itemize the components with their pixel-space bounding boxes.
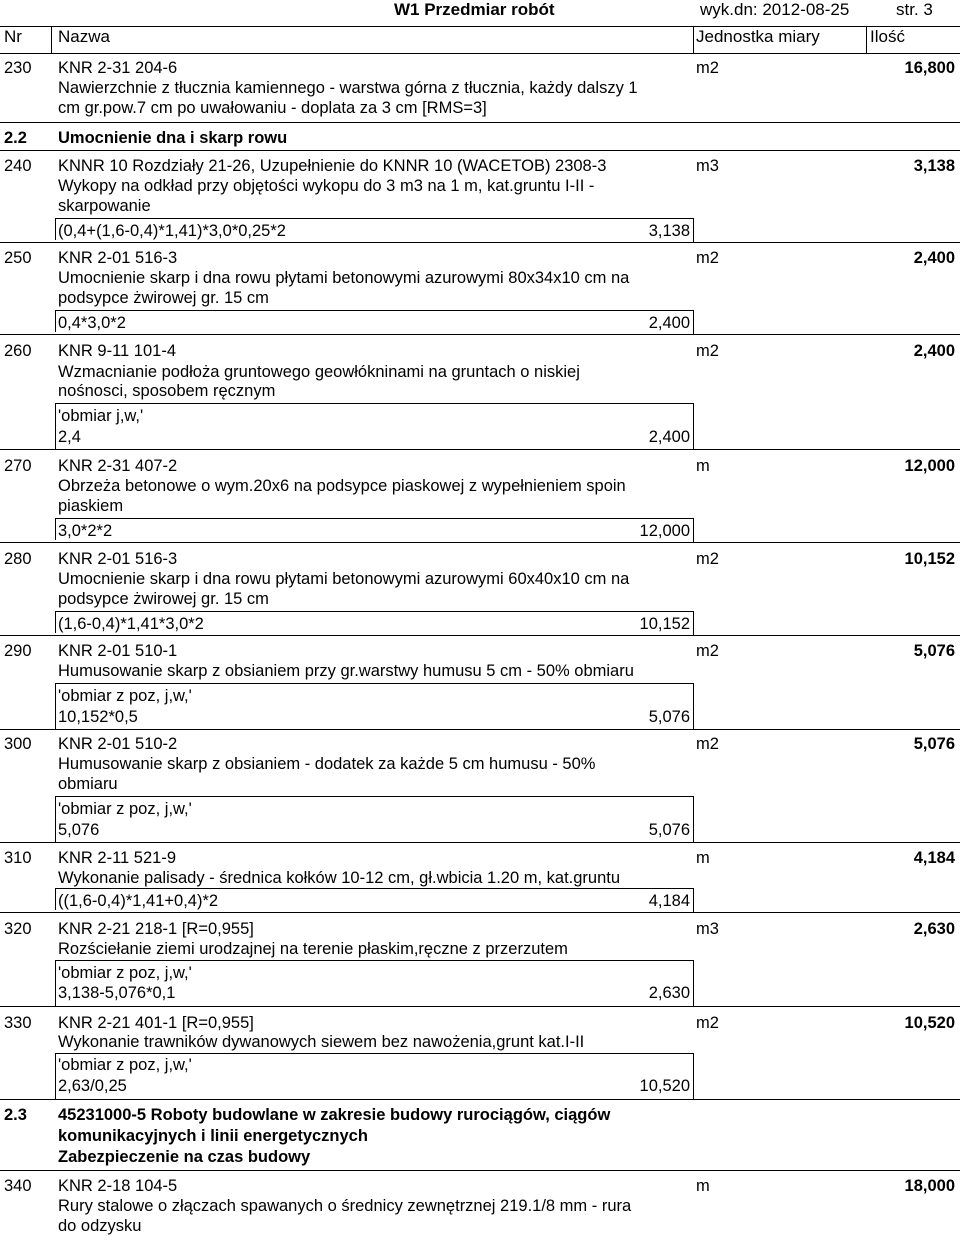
row-number: 260 — [4, 342, 32, 360]
row-divider — [0, 842, 960, 843]
row-number: 240 — [4, 157, 32, 175]
calc-border — [693, 1053, 694, 1099]
calc-border — [693, 403, 694, 449]
row-number: 290 — [4, 642, 32, 660]
row-quantity: 4,184 — [913, 849, 955, 867]
row-divider — [0, 449, 960, 450]
row-divider — [0, 635, 960, 636]
col-divider — [693, 27, 694, 53]
row-code: KNR 9-11 101-4 — [58, 342, 177, 360]
section-number: 2.3 — [4, 1106, 27, 1124]
row-number: 330 — [4, 1014, 32, 1032]
row-quantity: 5,076 — [913, 735, 955, 753]
row-description: podsypce żwirowej gr. 15 cm — [58, 590, 269, 608]
row-number: 310 — [4, 849, 32, 867]
row-description: nośnosci, sposobem ręcznym — [58, 382, 276, 400]
row-note: 'obmiar z poz, j,w,' — [58, 1056, 192, 1074]
row-unit: m2 — [696, 642, 719, 660]
row-divider — [0, 729, 960, 730]
section-title: 45231000-5 Roboty budowlane w zakresie budowy rurociągów, ciągów — [58, 1106, 611, 1124]
calc-border — [693, 960, 694, 1006]
row-description: skarpowanie — [58, 197, 151, 215]
row-code: KNR 2-11 521-9 — [58, 849, 177, 867]
row-description: Nawierzchnie z tłucznia kamiennego - warstwa górna z tłucznia, każdy dalszy 1 — [58, 79, 638, 97]
row-code: KNR 2-21 218-1 [R=0,955] — [58, 920, 254, 938]
row-divider — [0, 912, 960, 913]
row-code: KNR 2-01 510-2 — [58, 735, 178, 753]
column-header-nr: Nr — [4, 27, 22, 46]
section-title: Umocnienie dna i skarp rowu — [58, 129, 288, 147]
row-calculation-value: 10,520 — [639, 1077, 690, 1095]
row-unit: m2 — [696, 735, 719, 753]
row-calculation-value: 2,630 — [648, 984, 690, 1002]
row-quantity: 10,152 — [904, 550, 955, 568]
row-calculation-value: 4,184 — [648, 892, 690, 910]
row-calculation: ((1,6-0,4)*1,41+0,4)*2 — [58, 892, 219, 910]
row-calculation-value: 5,076 — [648, 708, 690, 726]
page-number: str. 3 — [896, 0, 933, 19]
row-code: KNNR 10 Rozdziały 21-26, Uzupełnienie do KNNR 10 (WACETOB) 2308-3 — [58, 157, 607, 175]
row-unit: m3 — [696, 920, 719, 938]
row-description: piaskiem — [58, 497, 124, 515]
row-quantity: 2,630 — [913, 920, 955, 938]
column-header-qty: Ilość — [870, 27, 905, 46]
row-description: do odzysku — [58, 1217, 142, 1235]
row-divider — [0, 542, 960, 543]
col-divider — [51, 27, 52, 53]
row-code: KNR 2-01 516-3 — [58, 550, 178, 568]
row-unit: m2 — [696, 59, 719, 77]
row-calculation: 2,4 — [58, 428, 81, 446]
row-calculation-value: 12,000 — [639, 522, 690, 540]
row-calculation: (0,4+(1,6-0,4)*1,41)*3,0*0,25*2 — [58, 222, 286, 240]
row-description: Rozściełanie ziemi urodzajnej na terenie płaskim,ręczne z przerzutem — [58, 940, 568, 958]
row-description: Umocnienie skarp i dna rowu płytami betonowymi azurowymi 80x34x10 cm na — [58, 269, 630, 287]
row-description: Humusowanie skarp z obsianiem przy gr.warstwy humusu 5 cm - 50% obmiaru — [58, 662, 634, 680]
row-divider — [0, 150, 960, 151]
row-number: 270 — [4, 457, 32, 475]
document-date: wyk.dn: 2012-08-25 — [700, 0, 850, 19]
row-number: 300 — [4, 735, 32, 753]
row-divider — [0, 1006, 960, 1007]
row-divider — [0, 1170, 960, 1171]
row-unit: m2 — [696, 342, 719, 360]
section-title: komunikacyjnych i linii energetycznych — [58, 1127, 368, 1145]
row-number: 280 — [4, 550, 32, 568]
row-unit: m3 — [696, 157, 719, 175]
row-description: Wykonanie trawników dywanowych siewem bez nawożenia,grunt kat.I-II — [58, 1033, 585, 1051]
row-divider — [0, 122, 960, 123]
row-calculation: 5,076 — [58, 821, 100, 839]
row-description: obmiaru — [58, 775, 118, 793]
row-quantity: 12,000 — [904, 457, 955, 475]
document-title: W1 Przedmiar robót — [394, 0, 555, 19]
row-unit: m — [696, 849, 710, 867]
row-description: Humusowanie skarp z obsianiem - dodatek za każde 5 cm humusu - 50% — [58, 755, 596, 773]
row-code: KNR 2-21 401-1 [R=0,955] — [58, 1014, 254, 1032]
calc-border — [693, 888, 694, 912]
row-quantity: 3,138 — [913, 157, 955, 175]
row-code: KNR 2-18 104-5 — [58, 1177, 178, 1195]
section-number: 2.2 — [4, 129, 27, 147]
row-calculation-value: 10,152 — [639, 615, 690, 633]
row-calculation: 2,63/0,25 — [58, 1077, 127, 1095]
row-note: 'obmiar j,w,' — [58, 407, 144, 425]
row-note: 'obmiar z poz, j,w,' — [58, 800, 192, 818]
row-calculation: 3,0*2*2 — [58, 522, 113, 540]
row-quantity: 2,400 — [913, 342, 955, 360]
page-header — [0, 0, 960, 26]
row-unit: m — [696, 457, 710, 475]
row-divider — [0, 334, 960, 335]
row-calculation: 0,4*3,0*2 — [58, 314, 126, 332]
calc-border — [693, 611, 694, 635]
row-divider — [0, 242, 960, 243]
row-calculation: (1,6-0,4)*1,41*3,0*2 — [58, 615, 204, 633]
row-code: KNR 2-01 516-3 — [58, 249, 178, 267]
row-description: cm gr.pow.7 cm po uwałowaniu - doplata za 3 cm [RMS=3] — [58, 99, 487, 117]
row-code: KNR 2-31 204-6 — [58, 59, 178, 77]
row-description: Obrzeża betonowe o wym.20x6 na podsypce piaskowej z wypełnieniem spoin — [58, 477, 626, 495]
calc-border — [693, 796, 694, 842]
section-subtitle: Zabezpieczenie na czas budowy — [58, 1148, 311, 1166]
row-quantity: 2,400 — [913, 249, 955, 267]
row-description: Rury stalowe o złączach spawanych o średnicy zewnętrznej 219.1/8 mm - rura — [58, 1197, 632, 1215]
column-header-name: Nazwa — [58, 27, 110, 46]
column-header-unit: Jednostka miary — [696, 27, 820, 46]
row-quantity: 18,000 — [904, 1177, 955, 1195]
row-unit: m — [696, 1177, 710, 1195]
row-calculation-value: 2,400 — [648, 428, 690, 446]
calc-border — [693, 683, 694, 729]
row-quantity: 16,800 — [904, 59, 955, 77]
row-number: 230 — [4, 59, 32, 77]
row-code: KNR 2-31 407-2 — [58, 457, 178, 475]
row-quantity: 5,076 — [913, 642, 955, 660]
row-calculation-value: 2,400 — [648, 314, 690, 332]
row-calculation: 10,152*0,5 — [58, 708, 138, 726]
row-number: 320 — [4, 920, 32, 938]
row-calculation-value: 5,076 — [648, 821, 690, 839]
col-divider — [866, 27, 867, 53]
calc-border — [693, 518, 694, 542]
row-number: 340 — [4, 1177, 32, 1195]
row-unit: m2 — [696, 249, 719, 267]
row-description: podsypce żwirowej gr. 15 cm — [58, 289, 269, 307]
row-description: Wykopy na odkład przy objętości wykopu do 3 m3 na 1 m, kat.gruntu I-II - — [58, 177, 595, 195]
row-note: 'obmiar z poz, j,w,' — [58, 964, 192, 982]
row-calculation-value: 3,138 — [648, 222, 690, 240]
row-code: KNR 2-01 510-1 — [58, 642, 178, 660]
row-unit: m2 — [696, 550, 719, 568]
column-header-row — [0, 27, 960, 54]
calc-border — [693, 310, 694, 334]
row-number: 250 — [4, 249, 32, 267]
row-divider — [0, 1099, 960, 1100]
row-unit: m2 — [696, 1014, 719, 1032]
row-description: Wzmacnianie podłoża gruntowego geowłókninami na gruntach o niskiej — [58, 363, 580, 381]
calc-border — [693, 218, 694, 242]
row-calculation: 3,138-5,076*0,1 — [58, 984, 176, 1002]
row-note: 'obmiar z poz, j,w,' — [58, 687, 192, 705]
row-description: Wykonanie palisady - średnica kołków 10-12 cm, gł.wbicia 1.20 m, kat.gruntu — [58, 869, 621, 887]
row-quantity: 10,520 — [904, 1014, 955, 1032]
row-description: Umocnienie skarp i dna rowu płytami betonowymi azurowymi 60x40x10 cm na — [58, 570, 630, 588]
